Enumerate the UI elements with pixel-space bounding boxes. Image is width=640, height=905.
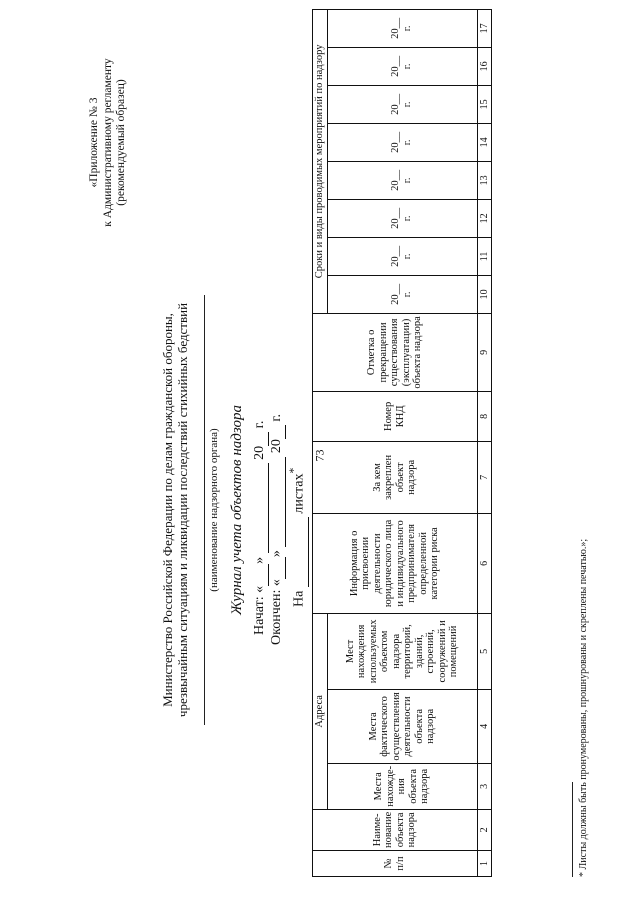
appendix-note: (рекомендуемый образец): [115, 79, 127, 206]
column-number: 7: [477, 441, 492, 513]
column-number: 17: [477, 9, 492, 47]
header-knd-number: Номер КНД: [313, 391, 478, 441]
column-number: 1: [477, 851, 492, 877]
year-cell: 20__ г.: [327, 199, 477, 237]
ministry-line-2: чрезвычайным ситуациям и ликвидации последствий стихийных бедствий: [175, 302, 190, 718]
column-number: 8: [477, 391, 492, 441]
start-year-blank: [252, 432, 269, 446]
ministry-line-1: Министерство Российской Федерации по делам гражданской обороны,: [160, 313, 175, 707]
sheets-suffix: листах: [291, 473, 307, 514]
column-number: 15: [477, 85, 492, 123]
end-quote-close: »: [269, 550, 284, 558]
start-date-row: [252, 265, 269, 645]
start-day-blank: [252, 564, 269, 586]
header-risk-category: Информация о присвоении деятельности юридического лица и индивидуального предпринимателя определенной категории риска: [313, 513, 478, 613]
header-assigned-to: За кем закреплен объект надзора: [313, 441, 478, 513]
organ-name-caption: (наименование надзорного органа): [208, 428, 220, 592]
column-number: 10: [477, 275, 492, 313]
column-number: 13: [477, 161, 492, 199]
page-number: 73: [312, 449, 327, 462]
footnote: * Листы должны быть пронумерованы, прошнурованы и скреплены печатью.»;: [578, 538, 589, 877]
header-activity-location: Места фактического осуществления деятельности объекта надзора: [327, 689, 477, 763]
organ-name-line: [204, 295, 205, 725]
column-number: 14: [477, 123, 492, 161]
sheets-count-blank: [292, 517, 309, 587]
ministry-header: [160, 260, 190, 760]
start-label: Начат: «: [252, 585, 267, 635]
end-year-suffix: г.: [269, 413, 284, 422]
year-cell: 20__ г.: [327, 85, 477, 123]
header-object-location: Места нахожде-ния объекта надзора: [327, 763, 477, 809]
end-month-blank: [269, 457, 286, 547]
header-addresses: Адреса: [313, 613, 328, 809]
column-number: 2: [477, 809, 492, 850]
objects-register-table: [312, 9, 492, 877]
end-date-row: [269, 265, 286, 645]
appendix-title: «Приложение № 3: [88, 97, 100, 188]
footnote-rule: [572, 782, 573, 877]
year-cell: 20__ г.: [327, 9, 477, 47]
appendix-header: [88, 20, 129, 265]
sheets-row: [286, 265, 309, 645]
start-quote-close: »: [252, 556, 267, 564]
start-month-blank: [252, 463, 269, 553]
end-year-prefix: 20: [269, 439, 284, 454]
year-cell: 20__ г.: [327, 161, 477, 199]
column-number: 16: [477, 47, 492, 85]
header-termination-mark: Отметка о прекращении существования (эксплуатации) объекта надзора: [313, 313, 478, 391]
sheets-prefix: На: [291, 590, 307, 607]
column-number: 5: [477, 613, 492, 689]
column-number: 4: [477, 689, 492, 763]
column-number: 3: [477, 763, 492, 809]
year-cell: 20__ г.: [327, 275, 477, 313]
start-year-suffix: г.: [252, 420, 267, 429]
header-territories-location: Мест нахождения используемых объектом надзора территорий, зданий, строений, сооружений и помещений: [327, 613, 477, 689]
sheets-footnote-mark: *: [287, 467, 300, 474]
end-label: Окончен: «: [269, 579, 284, 645]
column-number: 9: [477, 313, 492, 391]
start-year-prefix: 20: [252, 445, 267, 460]
year-cell: 20__ г.: [327, 47, 477, 85]
journal-dates: [252, 265, 309, 645]
column-number: 12: [477, 199, 492, 237]
year-cell: 20__ г.: [327, 123, 477, 161]
header-schedule: Сроки и виды проводимых мероприятий по надзору: [313, 9, 328, 313]
appendix-reference: к Административному регламенту: [101, 58, 114, 227]
year-cell: 20__ г.: [327, 237, 477, 275]
end-year-blank: [269, 425, 286, 439]
journal-title: Журнал учета объектов надзора: [229, 404, 245, 616]
column-number: 11: [477, 237, 492, 275]
end-day-blank: [269, 557, 286, 579]
column-number: 6: [477, 513, 492, 613]
header-object-name: Наиме-нование объекта надзора: [313, 809, 478, 850]
header-number: № п/п: [313, 851, 478, 877]
